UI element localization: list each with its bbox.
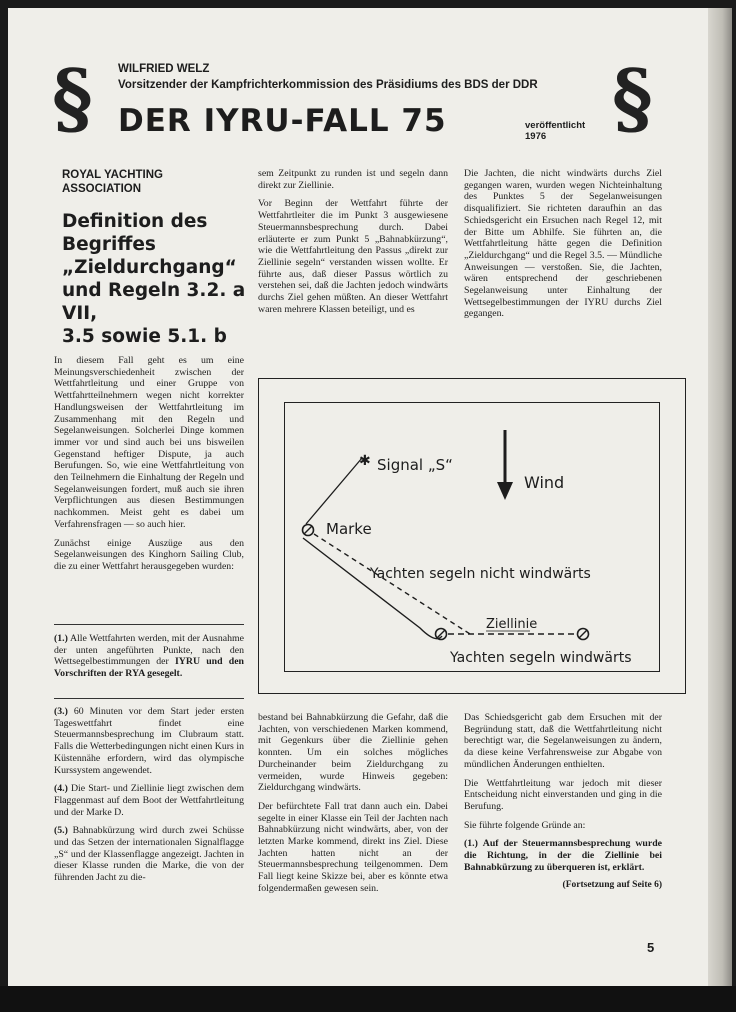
paragraph: Sie führte folgende Gründe an: [464, 819, 586, 831]
page-number: 5 [647, 940, 655, 955]
definition-heading-line: „Zieldurchgang“ [62, 257, 237, 278]
paragraph-sign-left: § [52, 53, 93, 144]
column-left-items-2 [54, 706, 244, 891]
item-number: (5.) [54, 825, 68, 837]
column-mid-top [258, 168, 448, 322]
item-text-bold: Auf der Steuermannsbesprechung wurde die Richtung, in der die Ziellinie bei Bahnabkürzung zu überqueren ist, erklärt. [464, 838, 662, 873]
continuation-note: (Fortsetzung auf Seite 6) [562, 880, 662, 891]
windward-label: Yachten segeln windwärts [450, 650, 632, 666]
org-line-1: ROYAL YACHTING [62, 169, 163, 181]
published-year: 1976 [525, 131, 547, 142]
item-text: Die Start- und Ziellinie liegt zwischen dem Flaggenmast auf dem Boot der Wettfahrtleitung und der Marke D. [54, 783, 244, 818]
not-windward-path [314, 534, 470, 634]
published-label: veröffentlicht [525, 120, 586, 131]
course-diagram [258, 378, 686, 694]
paragraph: Zunächst einige Auszüge aus den Segelanweisungen des Kinghorn Sailing Club, die zu einer Wettfahrt herausgegeben wurden: [54, 537, 244, 572]
not-windward-label: Yachten segeln nicht windwärts [370, 566, 591, 582]
item-text-bold: IYRU und den Vorschriften der RYA gesegelt. [54, 656, 245, 680]
definition-heading [62, 210, 262, 348]
list-item [54, 633, 244, 680]
list-item [54, 783, 244, 818]
article-title: DER IYRU-FALL 75 [118, 103, 447, 139]
windward-path [303, 538, 442, 639]
list-item [54, 706, 244, 776]
list-item [464, 838, 662, 873]
divider [54, 698, 244, 699]
item-number: (4.) [54, 783, 68, 795]
author-role: Vorsitzender der Kampfrichterkommission des Präsidiums des BDS der DDR [118, 79, 538, 91]
item-number: (1.) [464, 838, 478, 850]
item-text: 60 Minuten vor dem Start jeder ersten Tageswettfahrt findet eine Steuermannsbesprechung im Clubraum statt. Falls die Wetterbedingungen nicht einen Kurs in Küstennähe erfordern, wird das olympische Kurssystem angewendet. [54, 706, 245, 776]
definition-heading-line: und Regeln 3.2. a VII, [62, 280, 246, 324]
signal-label: Signal „S“ [377, 456, 453, 474]
definition-heading-line: Definition des [62, 211, 208, 232]
paragraph: bestand bei Bahnabkürzung die Gefahr, daß die Jachten, von verschiedenen Marken kommend, mit Gegenkurs über die Ziellinie gehen konnten. Um ein solches mögliches Durcheinander beim Zieldurchgang zu vermeiden, wurde Hinweis gegeben: Zieldurchgang windwärts. [258, 712, 448, 794]
paragraph: Die Jachten, die nicht windwärts durchs Ziel gegangen waren, wurden wegen Nichteinhaltung des Punktes 5 der Segelanweisungen disqualifiziert. Sie richteten daraufhin an das Schiedsgericht ein Ersuchen nach Regel 12, mit der Bitte um Abhilfe. Sie führten an, die Wettfahrtleitung hätte gegen die Definition „Zieldurchgang“ und die Regel 3.5. — Mündliche Anweisungen — verstoßen. Sie, die Jachten, wären entsprechend der geschriebenen Segelanweisung unter Einhaltung der Wettsegelbestimmungen der IYRU durchs Ziel gegangen. [464, 168, 662, 320]
definition-heading-line: 3.5 sowie 5.1. b [62, 326, 227, 347]
course-line [306, 458, 362, 524]
author-name: WILFRIED WELZ [118, 63, 210, 75]
paragraph: sem Zeitpunkt zu runden ist und segeln dann direkt zur Ziellinie. [258, 168, 448, 191]
finish-line-label: Ziellinie [486, 617, 538, 632]
item-text: Bahnabkürzung wird durch zwei Schüsse und das Setzen der internationalen Signalflagge „S“ und der Klassenflagge angezeigt. Jachten in dieser Klasse runden die Marke, die von der führenden Jacht zu die- [54, 825, 245, 884]
item-number: (1.) [54, 633, 68, 644]
column-left-items [54, 633, 244, 687]
mark-label: Marke [326, 520, 372, 538]
scan-border [0, 986, 736, 1012]
paragraph-sign-right: § [612, 53, 653, 144]
item-text: Alle Wettfahrten werden, mit der Ausnahme der unten angeführten Punkte, nach den Wettsegelbestimmungen der [54, 633, 244, 668]
column-right-top [464, 168, 662, 327]
list-item [54, 825, 244, 884]
paragraph: Das Schiedsgericht gab dem Ersuchen mit der Begründung statt, daß die Wettfahrtleitung nicht berechtigt war, die Segelanweisungen zu ändern, da diese keine Verfahrensweise zur Abgabe von mündlichen Änderungen enthielten. [464, 712, 662, 770]
column-left-body [54, 355, 244, 580]
divider [54, 624, 244, 625]
wind-arrow-head-icon [497, 482, 513, 500]
item-number: (3.) [54, 706, 68, 717]
paragraph: Der befürchtete Fall trat dann auch ein. Dabei segelte in einer Klasse ein Teil der Jachten nach Bahnabkürzung nicht windwärts, aber, von der letzten Marke kommend, direkt ins Ziel. Diese Jachten hatten nicht an der Steuermannsbesprechung teilgenommen. Dem Fall liegt keine Skizze bei, aber es könnte etwa folgendermaßen gewesen sein. [258, 800, 448, 894]
signal-mark-icon: ✱ [359, 453, 371, 469]
page-edge [708, 8, 732, 986]
column-mid-bottom [258, 712, 448, 902]
wind-label: Wind [524, 473, 565, 492]
paragraph: Die Wettfahrtleitung war jedoch mit dieser Entscheidung nicht einverstanden und ging in die Berufung. [464, 777, 662, 812]
paragraph: In diesem Fall geht es um eine Meinungsverschiedenheit zwischen der Wettfahrtleitung und einer Gruppe von Wettfahrtteilnehmern wegen nicht korrekter Handlungsweisen der Wettfahrtleitung im Zusammenhang mit den Regeln und Segelanweisungen. Solcherlei Dinge kommen immer vor und sind auch bei uns bisweilen Gegenstand heftiger Dispute, ja auch Berufungen. So, wie eine Wettfahrtleitung von den Teilnehmern die Einhaltung der Regeln und Segelanweisungen fordert, muß auch sie ihren Verpflichtungen aus diesen Bestimmungen nachkommen. Meist geht es dabei um Verfahrensfragen — so auch hier. [54, 355, 244, 530]
definition-heading-line: Begriffes [62, 234, 156, 255]
column-right-bottom [464, 712, 662, 899]
org-line-2: ASSOCIATION [62, 183, 142, 195]
paragraph: Vor Beginn der Wettfahrt führte der Wettfahrtleiter die im Punkt 3 ausgewiesene Steuermannsbesprechung durch. Dabei erläuterte er zum Punkt 5 „Bahnabkürzung“, wie die Wettfahrtleitung den Passus „direkt zur Ziellinie segeln“ verstanden wissen wollte. Er führte aus, daß dieser Passus wörtlich zu verstehen sei, daß die Jachten jedoch windwärts durchs Ziel gehen müßten. An dieser Wettfahrt waren mehrere Klassen beteiligt, und es [258, 198, 448, 315]
